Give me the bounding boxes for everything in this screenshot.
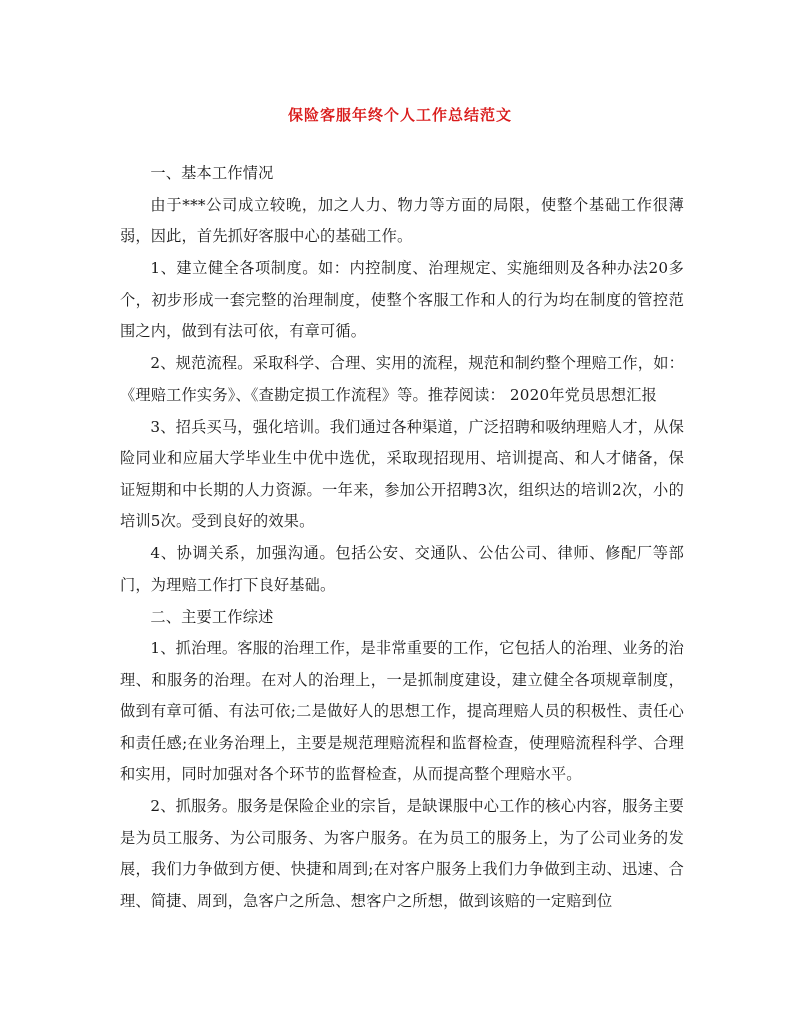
- paragraph: 1、抓治理。客服的治理工作，是非常重要的工作，它包括人的治理、业务的治理、和服务的治理。在对人的治理上，一是抓制度建设，建立健全各项规章制度，做到有章可循、有法可依;二是做好人的思想工作，提高理赔人员的积极性、责任心和责任感;在业务治理上，主要是规范理赔流程和监督检查，使理赔流程科学、合理和实用，同时加强对各个环节的监督检查，从而提高整个理赔水平。: [120, 639, 684, 783]
- document-title: 保险客服年终个人工作总结范文: [287, 106, 512, 124]
- paragraph: 3、招兵买马，强化培训。我们通过各种渠道，广泛招聘和吸纳理赔人才，从保险同业和应届大学毕业生中优中选优，采取现招现用、培训提高、和人才储备，保证短期和中长期的人力资源。一年来，参加公开招聘3次，组织达的培训2次，小的培训5次。受到良好的效果。: [120, 417, 684, 530]
- section-heading-1: 一、基本工作情况: [150, 164, 274, 182]
- paragraph: 2、抓服务。服务是保险企业的宗旨，是缺课服中心工作的核心内容，服务主要是为员工服务、为公司服务、为客户服务。在为员工的服务上，为了公司业务的发展，我们力争做到方便、快捷和周到;在对客户服务上我们力争做到主动、迅速、合理、简捷、周到，急客户之所急、想客户之所想，做到该赔的一定赔到位: [120, 797, 684, 910]
- paragraph: 4、协调关系，加强沟通。包括公安、交通队、公估公司、律师、修配厂等部门，为理赔工作打下良好基础。: [120, 544, 684, 594]
- paragraph: 由于***公司成立较晚，加之人力、物力等方面的局限，使整个基础工作很薄弱，因此，首先抓好客服中心的基础工作。: [120, 195, 684, 245]
- paragraph: 1、建立健全各项制度。如：内控制度、治理规定、实施细则及各种办法20多个，初步形成一套完整的治理制度，使整个客服工作和人的行为均在制度的管控范围之内，做到有法可依，有章可循。: [120, 259, 684, 340]
- paragraph: 2、规范流程。采取科学、合理、实用的流程，规范和制约整个理赔工作，如：《理赔工作实务》、《查勘定损工作流程》等。推荐阅读： 2020年党员思想汇报: [120, 354, 684, 404]
- document-body: [120, 158, 684, 918]
- section-heading-2: 二、主要工作综述: [150, 607, 274, 626]
